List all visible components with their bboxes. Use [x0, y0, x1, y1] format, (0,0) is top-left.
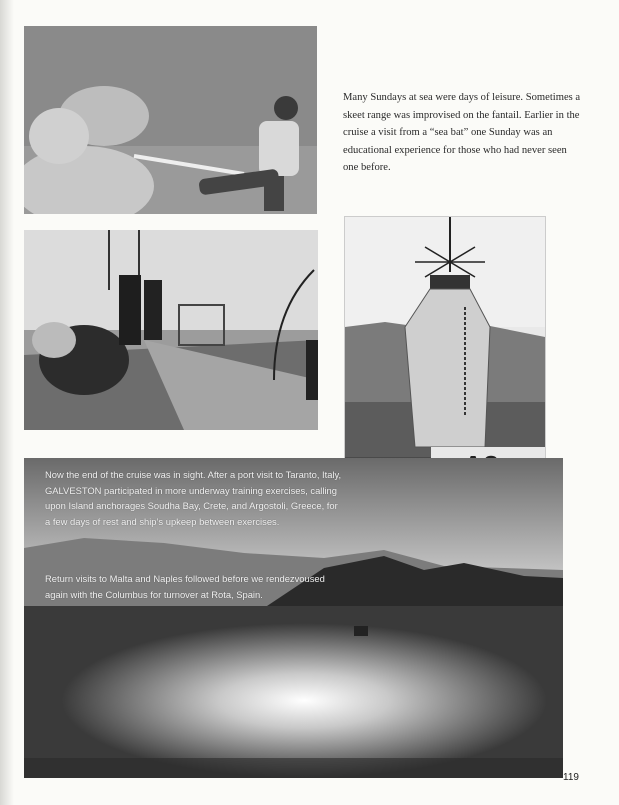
- photo-sailors-rope: [24, 26, 317, 214]
- page-number: 119: [563, 772, 579, 783]
- page-gutter-shadow: [0, 0, 14, 805]
- overlay-paragraph-cruise-end: Now the end of the cruise was in sight. After a port visit to Taranto, Italy, GALVESTON participated in more underway training exercises, calling upon Island anchorages Soudha Bay, Crete, and Argostoli, Greece, for a few days of rest and ship’s upkeep between exercises.: [45, 469, 342, 527]
- caption-leisure-sundays: Many Sundays at sea were days of leisure. Sometimes a skeet range was improvised on the fantail. Earlier in the cruise a visit from a “sea bat” one Sunday was an educational experience for those who had never seen one before.: [343, 92, 581, 173]
- overlay-paragraph-return-visits: Return visits to Malta and Naples followed before we rendezvoused again with the Columbus for turnover at Rota, Spain.: [45, 573, 325, 600]
- photo-skeet-range: [24, 230, 318, 430]
